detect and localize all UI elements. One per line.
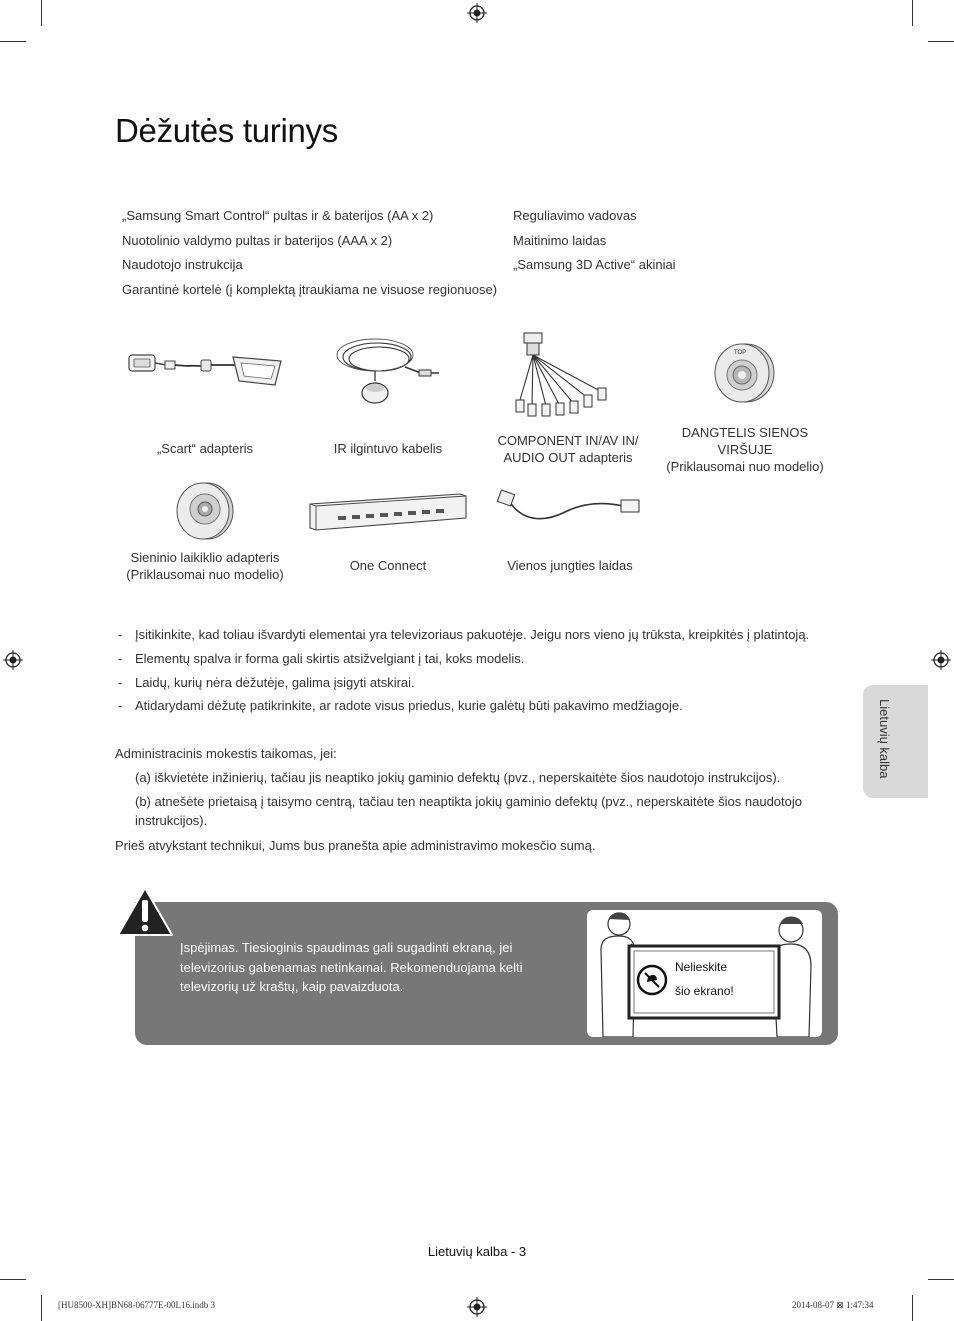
print-imprint-left: [HU8500-XH]BN68-06777E-00L16.indb 3 [58,1300,215,1310]
warning-text [180,938,570,997]
admin-intro: Administracinis mokestis taikomas, jei: [115,746,337,761]
one-connect-cable-icon [495,488,645,528]
list-item: Maitinimo laidas [513,232,607,248]
warning-triangle-icon [116,886,174,938]
page-title: Dėžutės turinys [115,112,338,149]
tv-screen-line-2: šio ekrano! [675,984,734,998]
carry-tv-illustration [587,910,822,1037]
list-item: Reguliavimo vadovas [513,208,637,223]
list-item: Garantinė kortelė (į komplektą įtraukiama ne visuose regionuose) [122,282,498,298]
crop-mark [912,0,913,26]
one-connect-box-icon [308,490,468,535]
crop-mark [0,41,26,42]
crop-mark [928,1279,954,1280]
wall-cap-icon [712,342,777,404]
item-label-component: COMPONENT IN/AV IN/ AUDIO OUT adapteris [497,433,639,465]
contents-list-left [122,204,507,303]
page-footer: Lietuvių kalba - 3 [427,1244,527,1259]
item-label-wall-mount-adapter: Sieninio laikiklio adapteris (Priklausomai nuo modelio) [126,550,284,582]
list-item: „Samsung Smart Control“ pultas ir & baterijos (AA x 2) [122,208,434,223]
language-side-tab-label: Lietuvių kalba [877,699,892,779]
list-item: Nuotolinio valdymo pultas ir baterijos (AAA x 2) [122,232,393,248]
contents-list-right [513,204,813,278]
list-item: - Laidų, kurių nėra dėžutėje, galima įsigyti atskirai. [115,671,835,695]
registration-mark-icon [467,3,487,23]
wall-cap-top-label: TOP [734,350,747,356]
item-label-wall-cap: DANGTELIS SIENOS VIRŠUJE (Priklausomai nuo modelio) [666,425,824,474]
list-item: Naudotojo instrukcija [122,257,243,273]
item-label-ir-cable: IR ilgintuvo kabelis [333,441,443,456]
registration-mark-icon [3,650,23,670]
crop-mark [912,1295,913,1321]
list-item: „Samsung 3D Active“ akiniai [513,257,676,273]
wall-mount-adapter-icon [175,480,235,542]
registration-mark-icon [931,650,951,670]
registration-mark-icon [467,1297,487,1317]
warning-label: Įspėjimas [180,940,235,955]
component-adapter-icon [510,330,615,418]
list-item: - Įsitikinkite, kad toliau išvardyti elementai yra televizoriaus pakuotėje. Jeigu nors vieno jų trūksta, kreipkitės į platintoją. [115,623,835,647]
print-imprint-right: 2014-08-07 ⊠ 1:47:34 [792,1300,874,1310]
crop-mark [0,1279,26,1280]
item-label-scart: „Scart“ adapteris [156,441,254,456]
crop-mark [41,1295,42,1321]
scart-adapter-icon [125,345,285,395]
crop-mark [928,41,954,42]
tv-screen-line-1: Nelieskite [675,960,728,974]
list-item: - Elementų spalva ir forma gali skirtis atsižvelgiant į tai, koks modelis. [115,647,835,671]
crop-mark [41,0,42,26]
admin-outro: Prieš atvykstant technikui, Jums bus pranešta apie administravimo mokesčio sumą. [115,838,596,853]
notes-list [115,623,835,718]
admin-case-b: (b) atnešėte prietaisą į taisymo centrą, tačiau ten neaptikta jokių gaminio defektų (pvz., neperskaitėte šios naudotojo instrukcijos). [135,794,802,828]
ir-extender-cable-icon [335,335,440,410]
item-label-one-connect-cable: Vienos jungties laidas [507,558,633,573]
admin-case-a: (a) iškvietėte inžinierių, tačiau jis neaptiko jokių gaminio defektų (pvz., neperskaitėte šios naudotojo instrukcijos). [135,770,781,785]
list-item: - Atidarydami dėžutę patikrinkite, ar radote visus priedus, kurie galėtų būti pakavimo medžiagoje. [115,694,835,718]
item-label-one-connect: One Connect [349,558,427,573]
warning-body: . Tiesioginis spaudimas gali sugadinti ekraną, jei televizorius gabenamas netinkamai. Rekomenduojama kelti televizorių už kraštų, kaip pavaizduota. [180,940,523,994]
